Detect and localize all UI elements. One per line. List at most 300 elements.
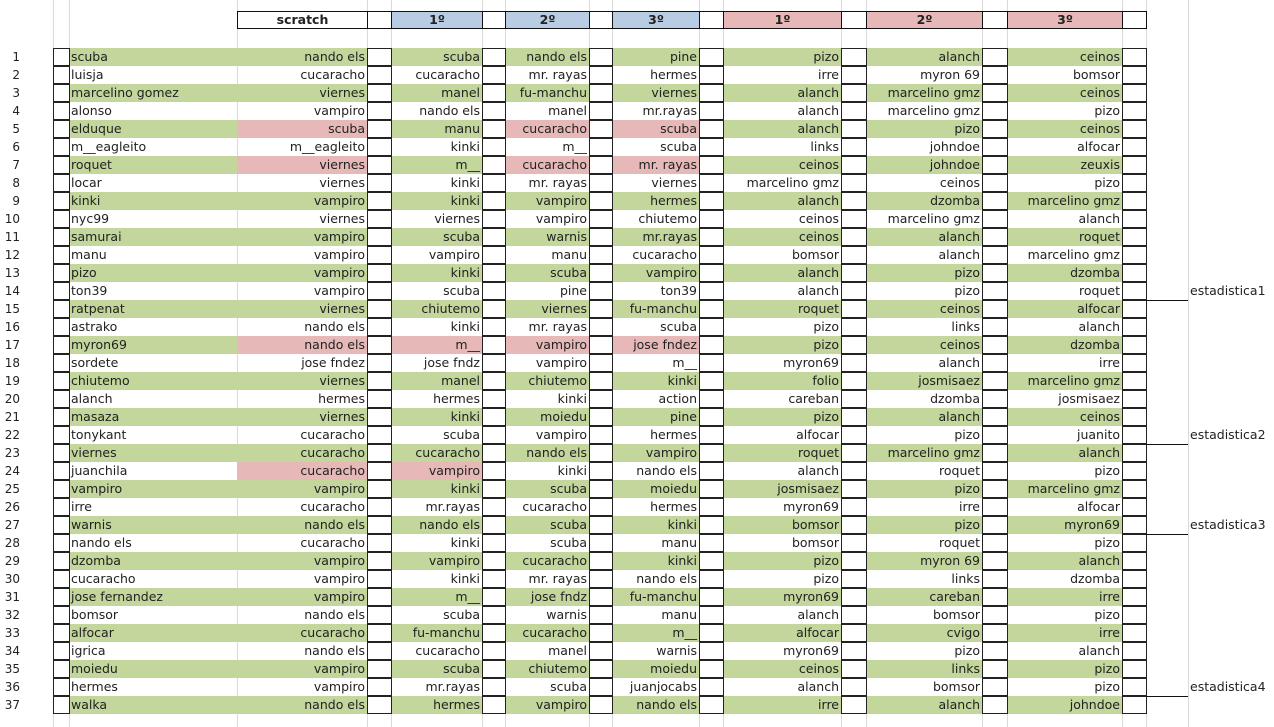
checkbox-cell[interactable] [53, 228, 70, 246]
table-row[interactable] [0, 444, 1274, 462]
cell-b3[interactable]: jose fndez [612, 336, 699, 354]
checkbox-cell[interactable] [699, 282, 724, 300]
checkbox-cell[interactable] [367, 192, 392, 210]
checkbox-cell[interactable] [841, 156, 867, 174]
checkbox-cell[interactable] [367, 624, 392, 642]
cell-r3[interactable]: marcelino gmz [1027, 247, 1120, 262]
table-row[interactable] [0, 300, 1274, 318]
checkbox-cell[interactable] [53, 462, 70, 480]
cell-r3[interactable]: alfocar [1077, 499, 1120, 514]
checkbox-cell[interactable] [982, 120, 1008, 138]
cell-r2[interactable]: marcelino gmz [866, 84, 982, 102]
checkbox-cell[interactable] [367, 138, 392, 156]
checkbox-cell[interactable] [982, 318, 1008, 336]
checkbox-cell[interactable] [367, 174, 392, 192]
checkbox-cell[interactable] [699, 84, 724, 102]
checkbox-cell[interactable] [367, 552, 392, 570]
checkbox-cell[interactable] [982, 588, 1008, 606]
checkbox-cell[interactable] [699, 552, 724, 570]
cell-r2[interactable]: ceinos [939, 175, 980, 190]
checkbox-cell[interactable] [1122, 84, 1147, 102]
cell-r3[interactable]: irre [1007, 624, 1122, 642]
table-row[interactable] [0, 210, 1274, 228]
cell-b1[interactable]: manel [391, 372, 482, 390]
checkbox-cell[interactable] [982, 516, 1008, 534]
checkbox-cell[interactable] [53, 210, 70, 228]
checkbox-cell[interactable] [982, 66, 1008, 84]
checkbox-cell[interactable] [982, 174, 1008, 192]
checkbox-cell[interactable] [589, 210, 613, 228]
checkbox-cell[interactable] [841, 624, 867, 642]
cell-b1[interactable]: cucaracho [391, 444, 482, 462]
cell-b3[interactable]: nando els [636, 463, 697, 478]
cell-b3[interactable]: hermes [650, 427, 697, 442]
checkbox-cell[interactable] [53, 120, 70, 138]
cell-name[interactable]: nando els [71, 535, 132, 550]
checkbox-cell[interactable] [699, 102, 724, 120]
checkbox-cell[interactable] [367, 102, 392, 120]
cell-s[interactable]: nando els [237, 696, 367, 714]
cell-r1[interactable]: links [810, 139, 839, 154]
cell-s[interactable]: vampiro [237, 588, 367, 606]
table-row[interactable] [0, 696, 1274, 714]
cell-r1[interactable]: ceinos [723, 156, 841, 174]
checkbox-cell[interactable] [699, 408, 724, 426]
checkbox-cell[interactable] [589, 102, 613, 120]
cell-name[interactable]: roquet [69, 156, 237, 174]
checkbox-cell[interactable] [53, 426, 70, 444]
checkbox-cell[interactable] [982, 138, 1008, 156]
checkbox-cell[interactable] [53, 156, 70, 174]
checkbox-cell[interactable] [367, 588, 392, 606]
cell-r2[interactable]: links [866, 660, 982, 678]
checkbox-cell[interactable] [367, 462, 392, 480]
checkbox-cell[interactable] [1122, 390, 1147, 408]
cell-r3[interactable]: pizo [1007, 660, 1122, 678]
cell-s[interactable]: cucaracho [300, 427, 365, 442]
cell-b2[interactable]: vampiro [535, 211, 587, 226]
cell-s[interactable]: cucaracho [237, 444, 367, 462]
checkbox-cell[interactable] [699, 120, 724, 138]
cell-b1[interactable]: scuba [391, 48, 482, 66]
cell-name[interactable]: locar [71, 175, 102, 190]
cell-r2[interactable]: roquet [939, 535, 980, 550]
checkbox-cell[interactable] [589, 624, 613, 642]
checkbox-cell[interactable] [482, 336, 506, 354]
checkbox-cell[interactable] [482, 408, 506, 426]
cell-s[interactable]: cucaracho [300, 499, 365, 514]
cell-b3[interactable]: fu-manchu [612, 588, 699, 606]
cell-name[interactable]: alonso [71, 103, 112, 118]
table-row[interactable] [0, 174, 1274, 192]
cell-b1[interactable]: scuba [443, 607, 480, 622]
cell-r1[interactable]: pizo [723, 48, 841, 66]
table-row[interactable] [0, 498, 1274, 516]
cell-s[interactable]: vampiro [237, 552, 367, 570]
cell-r2[interactable]: johndoe [929, 139, 980, 154]
cell-r3[interactable]: ceinos [1007, 120, 1122, 138]
checkbox-cell[interactable] [841, 264, 867, 282]
checkbox-cell[interactable] [841, 462, 867, 480]
checkbox-cell[interactable] [53, 588, 70, 606]
cell-r3[interactable]: pizo [1094, 679, 1120, 694]
checkbox-cell[interactable] [699, 228, 724, 246]
cell-name[interactable]: m__eagleito [71, 139, 147, 154]
checkbox-cell[interactable] [841, 174, 867, 192]
checkbox-cell[interactable] [482, 228, 506, 246]
checkbox-cell[interactable] [53, 624, 70, 642]
checkbox-cell[interactable] [367, 390, 392, 408]
cell-r1[interactable]: pizo [723, 552, 841, 570]
table-row[interactable] [0, 84, 1274, 102]
checkbox-cell[interactable] [589, 300, 613, 318]
table-row[interactable] [0, 426, 1274, 444]
cell-r1[interactable]: bomsor [791, 247, 839, 262]
cell-b1[interactable]: hermes [433, 391, 480, 406]
checkbox-cell[interactable] [699, 534, 724, 552]
checkbox-cell[interactable] [53, 696, 70, 714]
checkbox-cell[interactable] [699, 498, 724, 516]
checkbox-cell[interactable] [699, 444, 724, 462]
checkbox-cell[interactable] [699, 570, 724, 588]
checkbox-cell[interactable] [841, 102, 867, 120]
checkbox-cell[interactable] [699, 48, 724, 66]
checkbox-cell[interactable] [589, 336, 613, 354]
checkbox-cell[interactable] [482, 84, 506, 102]
cell-b1[interactable]: kinki [391, 480, 482, 498]
checkbox-cell[interactable] [841, 282, 867, 300]
side-label[interactable]: estadistica4 [1190, 679, 1266, 694]
cell-r2[interactable]: links [951, 571, 980, 586]
cell-s[interactable]: vampiro [313, 679, 365, 694]
checkbox-cell[interactable] [589, 48, 613, 66]
checkbox-cell[interactable] [589, 66, 613, 84]
checkbox-cell[interactable] [982, 534, 1008, 552]
checkbox-cell[interactable] [53, 534, 70, 552]
cell-b3[interactable]: vampiro [612, 264, 699, 282]
header-blank-cell[interactable] [841, 11, 867, 29]
checkbox-cell[interactable] [841, 678, 867, 696]
checkbox-cell[interactable] [367, 372, 392, 390]
checkbox-cell[interactable] [53, 336, 70, 354]
checkbox-cell[interactable] [589, 570, 613, 588]
checkbox-cell[interactable] [367, 642, 392, 660]
cell-r3[interactable]: pizo [1094, 607, 1120, 622]
cell-name[interactable]: samurai [69, 228, 237, 246]
cell-b3[interactable]: pine [612, 48, 699, 66]
cell-r2[interactable]: links [951, 319, 980, 334]
checkbox-cell[interactable] [367, 678, 392, 696]
checkbox-cell[interactable] [482, 426, 506, 444]
checkbox-cell[interactable] [841, 48, 867, 66]
checkbox-cell[interactable] [482, 588, 506, 606]
cell-r1[interactable]: myron69 [783, 643, 839, 658]
checkbox-cell[interactable] [982, 264, 1008, 282]
cell-b1[interactable]: scuba [443, 427, 480, 442]
cell-b2[interactable]: vampiro [505, 336, 589, 354]
checkbox-cell[interactable] [589, 660, 613, 678]
checkbox-cell[interactable] [699, 678, 724, 696]
checkbox-cell[interactable] [367, 570, 392, 588]
checkbox-cell[interactable] [1122, 192, 1147, 210]
cell-s[interactable]: nando els [304, 643, 365, 658]
cell-r2[interactable]: pizo [954, 427, 980, 442]
cell-b1[interactable]: fu-manchu [391, 624, 482, 642]
cell-s[interactable]: viernes [237, 408, 367, 426]
cell-name[interactable]: pizo [69, 264, 237, 282]
checkbox-cell[interactable] [841, 534, 867, 552]
cell-r1[interactable]: irre [723, 696, 841, 714]
checkbox-cell[interactable] [482, 318, 506, 336]
checkbox-cell[interactable] [1122, 48, 1147, 66]
cell-name[interactable]: moiedu [69, 660, 237, 678]
checkbox-cell[interactable] [53, 138, 70, 156]
cell-b2[interactable]: nando els [505, 48, 589, 66]
table-row[interactable] [0, 354, 1274, 372]
cell-r1[interactable]: alanch [797, 679, 839, 694]
checkbox-cell[interactable] [699, 462, 724, 480]
cell-r3[interactable]: roquet [1079, 283, 1120, 298]
checkbox-cell[interactable] [982, 426, 1008, 444]
checkbox-cell[interactable] [841, 642, 867, 660]
checkbox-cell[interactable] [1122, 570, 1147, 588]
checkbox-cell[interactable] [367, 228, 392, 246]
checkbox-cell[interactable] [841, 426, 867, 444]
cell-r3[interactable]: dzomba [1007, 336, 1122, 354]
cell-s[interactable]: jose fndez [301, 355, 365, 370]
header-blue-3[interactable]: 3º [612, 11, 700, 29]
cell-b1[interactable]: jose fndz [423, 355, 480, 370]
header-blank-cell[interactable] [1122, 11, 1147, 29]
checkbox-cell[interactable] [699, 588, 724, 606]
checkbox-cell[interactable] [482, 642, 506, 660]
cell-b2[interactable]: cucaracho [505, 552, 589, 570]
checkbox-cell[interactable] [482, 498, 506, 516]
cell-b1[interactable]: kinki [450, 319, 480, 334]
cell-name[interactable]: ratpenat [69, 300, 237, 318]
cell-r3[interactable]: johndoe [1007, 696, 1122, 714]
cell-r2[interactable]: josmisaez [866, 372, 982, 390]
cell-b1[interactable]: nando els [391, 516, 482, 534]
checkbox-cell[interactable] [589, 84, 613, 102]
checkbox-cell[interactable] [1122, 516, 1147, 534]
cell-s[interactable]: viernes [237, 156, 367, 174]
cell-r1[interactable]: ceinos [723, 228, 841, 246]
checkbox-cell[interactable] [589, 444, 613, 462]
cell-r3[interactable]: irre [1099, 355, 1120, 370]
checkbox-cell[interactable] [589, 354, 613, 372]
cell-b3[interactable]: manu [661, 535, 697, 550]
checkbox-cell[interactable] [53, 264, 70, 282]
checkbox-cell[interactable] [53, 642, 70, 660]
cell-s[interactable]: vampiro [237, 264, 367, 282]
cell-s[interactable]: viernes [237, 84, 367, 102]
checkbox-cell[interactable] [699, 390, 724, 408]
cell-r3[interactable]: alanch [1078, 643, 1120, 658]
cell-r2[interactable]: cvigo [866, 624, 982, 642]
checkbox-cell[interactable] [367, 696, 392, 714]
checkbox-cell[interactable] [841, 372, 867, 390]
checkbox-cell[interactable] [841, 408, 867, 426]
cell-r3[interactable]: pizo [1094, 103, 1120, 118]
side-label[interactable]: estadistica2 [1190, 427, 1266, 442]
cell-r2[interactable]: roquet [939, 463, 980, 478]
cell-r3[interactable]: roquet [1007, 228, 1122, 246]
checkbox-cell[interactable] [589, 696, 613, 714]
cell-r2[interactable]: marcelino gmz [887, 103, 980, 118]
cell-r2[interactable]: careban [866, 588, 982, 606]
cell-b1[interactable]: scuba [391, 660, 482, 678]
cell-b3[interactable]: moiedu [612, 480, 699, 498]
cell-b3[interactable]: kinki [612, 372, 699, 390]
cell-r1[interactable]: bomsor [723, 516, 841, 534]
cell-b2[interactable]: vampiro [535, 355, 587, 370]
cell-b1[interactable]: kinki [450, 139, 480, 154]
checkbox-cell[interactable] [53, 282, 70, 300]
checkbox-cell[interactable] [1122, 156, 1147, 174]
checkbox-cell[interactable] [367, 300, 392, 318]
checkbox-cell[interactable] [982, 390, 1008, 408]
cell-b1[interactable]: chiutemo [391, 300, 482, 318]
table-row[interactable] [0, 624, 1274, 642]
checkbox-cell[interactable] [53, 372, 70, 390]
cell-b2[interactable]: viernes [505, 300, 589, 318]
cell-r2[interactable]: myron 69 [920, 67, 980, 82]
checkbox-cell[interactable] [1122, 210, 1147, 228]
cell-b3[interactable]: kinki [612, 516, 699, 534]
cell-r3[interactable]: ceinos [1007, 84, 1122, 102]
cell-b3[interactable]: juanjocabs [629, 679, 697, 694]
checkbox-cell[interactable] [482, 660, 506, 678]
checkbox-cell[interactable] [1122, 372, 1147, 390]
header-blank-cell[interactable] [482, 11, 506, 29]
cell-r1[interactable]: alanch [797, 103, 839, 118]
cell-r1[interactable]: folio [723, 372, 841, 390]
cell-r2[interactable]: irre [959, 499, 980, 514]
checkbox-cell[interactable] [482, 678, 506, 696]
cell-r1[interactable]: alanch [723, 264, 841, 282]
checkbox-cell[interactable] [589, 480, 613, 498]
cell-name[interactable]: marcelino gomez [69, 84, 237, 102]
cell-b1[interactable]: m__ [391, 336, 482, 354]
cell-b3[interactable]: viernes [612, 84, 699, 102]
table-row[interactable] [0, 318, 1274, 336]
checkbox-cell[interactable] [482, 120, 506, 138]
cell-b2[interactable]: manel [548, 643, 587, 658]
table-row[interactable] [0, 228, 1274, 246]
checkbox-cell[interactable] [482, 264, 506, 282]
cell-b3[interactable]: nando els [636, 571, 697, 586]
checkbox-cell[interactable] [367, 84, 392, 102]
checkbox-cell[interactable] [482, 696, 506, 714]
checkbox-cell[interactable] [841, 354, 867, 372]
checkbox-cell[interactable] [982, 372, 1008, 390]
checkbox-cell[interactable] [482, 624, 506, 642]
cell-s[interactable]: vampiro [313, 103, 365, 118]
checkbox-cell[interactable] [982, 246, 1008, 264]
cell-b3[interactable]: vampiro [612, 444, 699, 462]
checkbox-cell[interactable] [699, 516, 724, 534]
checkbox-cell[interactable] [482, 192, 506, 210]
table-row[interactable] [0, 606, 1274, 624]
checkbox-cell[interactable] [982, 300, 1008, 318]
checkbox-cell[interactable] [841, 390, 867, 408]
cell-r1[interactable]: pizo [813, 319, 839, 334]
cell-s[interactable]: viernes [237, 372, 367, 390]
checkbox-cell[interactable] [589, 264, 613, 282]
cell-b1[interactable]: nando els [419, 103, 480, 118]
cell-r1[interactable]: alanch [723, 192, 841, 210]
header-blue-1[interactable]: 1º [391, 11, 483, 29]
checkbox-cell[interactable] [589, 678, 613, 696]
checkbox-cell[interactable] [367, 354, 392, 372]
table-row[interactable] [0, 462, 1274, 480]
checkbox-cell[interactable] [1122, 426, 1147, 444]
checkbox-cell[interactable] [841, 84, 867, 102]
cell-b1[interactable]: cucaracho [415, 643, 480, 658]
cell-b1[interactable]: viernes [434, 211, 480, 226]
checkbox-cell[interactable] [841, 516, 867, 534]
checkbox-cell[interactable] [367, 282, 392, 300]
cell-r2[interactable]: alanch [866, 408, 982, 426]
cell-b3[interactable]: chiutemo [638, 211, 697, 226]
checkbox-cell[interactable] [589, 552, 613, 570]
checkbox-cell[interactable] [982, 624, 1008, 642]
checkbox-cell[interactable] [482, 156, 506, 174]
checkbox-cell[interactable] [482, 282, 506, 300]
checkbox-cell[interactable] [367, 210, 392, 228]
cell-b3[interactable]: nando els [612, 696, 699, 714]
cell-s[interactable]: hermes [318, 391, 365, 406]
cell-b2[interactable]: cucaracho [505, 120, 589, 138]
checkbox-cell[interactable] [982, 210, 1008, 228]
cell-r1[interactable]: alanch [723, 84, 841, 102]
cell-r1[interactable]: myron69 [723, 588, 841, 606]
checkbox-cell[interactable] [367, 426, 392, 444]
checkbox-cell[interactable] [53, 66, 70, 84]
cell-b2[interactable]: mr. rayas [528, 319, 587, 334]
table-row[interactable] [0, 588, 1274, 606]
cell-b2[interactable]: nando els [505, 444, 589, 462]
cell-s[interactable]: viernes [319, 211, 365, 226]
cell-s[interactable]: vampiro [237, 480, 367, 498]
checkbox-cell[interactable] [982, 498, 1008, 516]
cell-r3[interactable]: josmisaez [1058, 391, 1120, 406]
cell-r3[interactable]: irre [1007, 588, 1122, 606]
cell-r2[interactable]: marcelino gmz [887, 211, 980, 226]
checkbox-cell[interactable] [841, 228, 867, 246]
cell-b1[interactable]: scuba [391, 228, 482, 246]
checkbox-cell[interactable] [841, 444, 867, 462]
checkbox-cell[interactable] [482, 552, 506, 570]
checkbox-cell[interactable] [699, 318, 724, 336]
cell-s[interactable]: vampiro [237, 228, 367, 246]
checkbox-cell[interactable] [482, 444, 506, 462]
cell-b1[interactable]: vampiro [391, 462, 482, 480]
cell-name[interactable]: alfocar [69, 624, 237, 642]
cell-r3[interactable]: pizo [1094, 175, 1120, 190]
checkbox-cell[interactable] [1122, 588, 1147, 606]
cell-name[interactable]: igrica [71, 643, 106, 658]
cell-name[interactable]: irre [71, 499, 92, 514]
checkbox-cell[interactable] [699, 156, 724, 174]
cell-r1[interactable]: myron69 [783, 355, 839, 370]
checkbox-cell[interactable] [589, 426, 613, 444]
table-row[interactable] [0, 480, 1274, 498]
checkbox-cell[interactable] [367, 246, 392, 264]
cell-b2[interactable]: fu-manchu [505, 84, 589, 102]
cell-r2[interactable]: pizo [866, 516, 982, 534]
